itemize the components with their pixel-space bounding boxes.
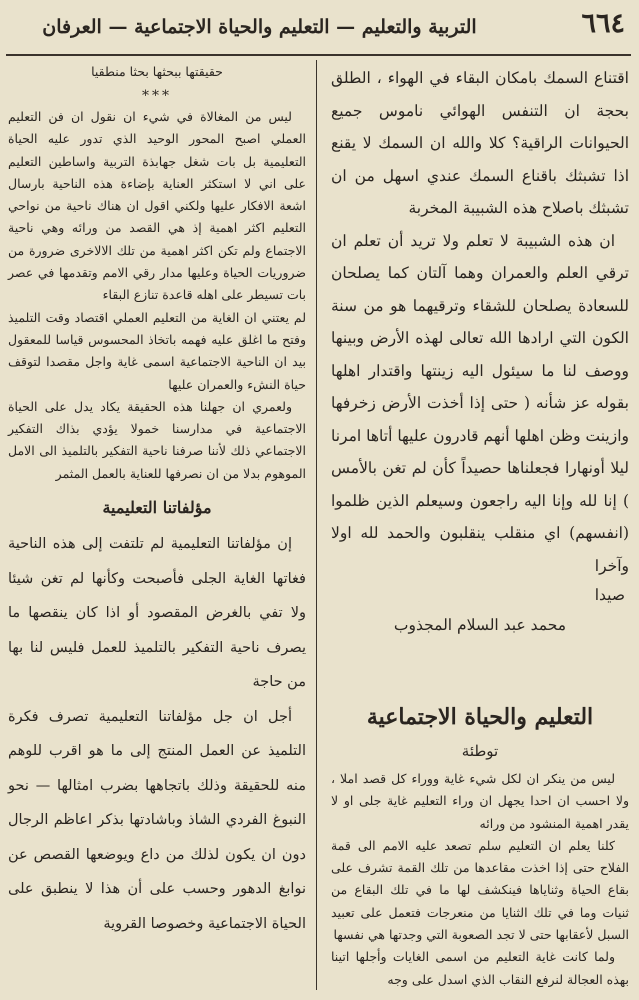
article-title: التعليم والحياة الاجتماعية [366, 704, 594, 730]
paragraph: ولعمري ان جهلنا هذه الحقيقة يكاد يدل على الحياة الاجتماعية في مدارسنا خمولا يؤدي بذاك التفكير الاجتماعي ذلك لأننا صرفنا ناحية التفكير بالتلميذ الى الامل الموهوم بدلا من ان نصرفها للعناية بالعمل المثمر [8, 398, 306, 481]
paragraph: ليس من المغالاة في شيء ان نقول ان فن التعليم العملي اصبح المحور الوحيد الذي تدور عليه الحياة التعليمية بل بات شغل جهابذة التربية واساطين التعليم على اني لا استكثر العناية بإضاءة هذه الناحية بارسال اشعة الافكار عليها ولكني اقول ان هناك ناحية من نواحي التعليم اكثر اهمية إذ هي القصد من ورائه وهي ناحية الاجتماع ولم تكن اكثر اهمية من تلك الالاخرى ضرورة من ضروريات الحياة وعليها مدار رقي الامم وتقدمها في عصر بات تسيطر على اهله قاعدة تنازع البقاء [8, 109, 306, 303]
section-separator: *** [142, 88, 172, 104]
continuation-line: حقيقتها ببحثها بحثا منطقيا [91, 64, 223, 79]
paragraph: أجل ان جل مؤلفاتنا التعليمية تصرف فكرة التلميذ عن العمل المنتج إلى ما هو اقرب للوهم منه للحقيقة وذلك باتجاهها بضرب امثالها — نحو النبوغ الفردي الشاذ وباشادتها بذكر اعاظم الرجال دون ان يكون لذلك من داع ويوضعها القصص عن نوابغ الدهور وحسب على أن هذا لا ينطبق على الحياة الاجتماعية وخصوصا القروية [8, 708, 306, 932]
page-header [0, 0, 639, 54]
paragraph: كلنا يعلم ان التعليم سلم تصعد عليه الامم الى قمة الفلاح حتى إذا اخذت مقاعدها من تلك القمة تشرف على بقاع الحياة وثناياها فينكشف لها ما في تلك البقاع من ثنيات وما في تلك الثنايا من منعرجات فتعمل على تعبيد السبل لأعقابها حتى لا تجد الصعوبة التي وجدتها هي نفسها [331, 837, 629, 943]
paragraph: ولما كانت غاية التعليم من اسمى الغايات وأجلها اتينا بهذه العجالة لنرفع النقاب الذي اسدل على وجه [331, 949, 629, 987]
paragraph: لم يعتني ان الغاية من التعليم العملي اقتصاد وقت التلميذ وفتح ما اغلق عليه فهمه باتخاذ المحسوس قياسا للمعقول بيد ان الناحية الاجتماعية اسمى غاية واجل مقصدا لتوقف حياة النشء والعمران عليها [8, 309, 306, 392]
header-rule [6, 54, 631, 56]
paragraph: ليس من ينكر ان لكل شيء غاية ووراء كل قصد املا ، ولا احسب ان احدا يجهل ان وراء التعليم غاية جلى او لا يقدر اهمية المنشود من ورائه [331, 771, 629, 831]
paragraph: اقتناع السمك بامكان البقاء في الهواء ، الطلق بحجة ان التنفس الهوائي ناموس جميع الحيوانات الراقية؟ كلا والله ان السمك لا يقنع اذا تشبثك باقناع السمك عندي اسهل من ان تشبثك باصلاح هذه الشبيبة المخربة [331, 69, 629, 217]
paragraph: إن مؤلفاتنا التعليمية لم تلتفت إلى هذه الناحية فغاتها الغاية الجلى فأصبحت وكأنها لم تغن شيئا ولا تفي بالغرض المقصود أو اذا كان ينقصها ما يصرف ناحية التفكير بالتلميذ للعمل فليس لنا بها من حاجة [8, 536, 306, 691]
column-divider [316, 60, 317, 990]
author-signature: محمد عبد السلام المجذوب [393, 616, 567, 634]
left-column [8, 62, 306, 941]
place-name: صيدا [594, 586, 625, 604]
paragraph: ان هذه الشبيبة لا تعلم ولا تريد أن تعلم ان ترقي العلم والعمران وهما آلتان كما يصلحان للسعادة يصلحان للشقاء وترقيهما هو من سنة الكون التي ارادها الله تعالى لهذه الأرض وبينها ووصف لنا ما سيئول اليه زينتها واقتدار اهلها بقوله عز شأنه ( حتى إذا أخذت الأرض زخرفها وازينت وظن اهلها أنهم قادرون عليها أتاها امرنا ليلا أونهارا فجعلناها حصيداً كأن لم تغن بالأمس ) إنا لله وإنا اليه راجعون وسيعلم الذين ظلموا (انفسهم) اي منقلب ينقلبون والحمد لله اولا وآخرا [331, 231, 629, 575]
page-number: ٦٦٤ [581, 8, 625, 39]
running-title: التربية والتعليم — التعليم والحياة الاجتماعية — العرفان [42, 16, 477, 38]
article-subtitle: توطئة [461, 742, 499, 760]
right-column [331, 62, 629, 991]
section-title: مؤلفاتنا التعليمية [102, 498, 212, 518]
